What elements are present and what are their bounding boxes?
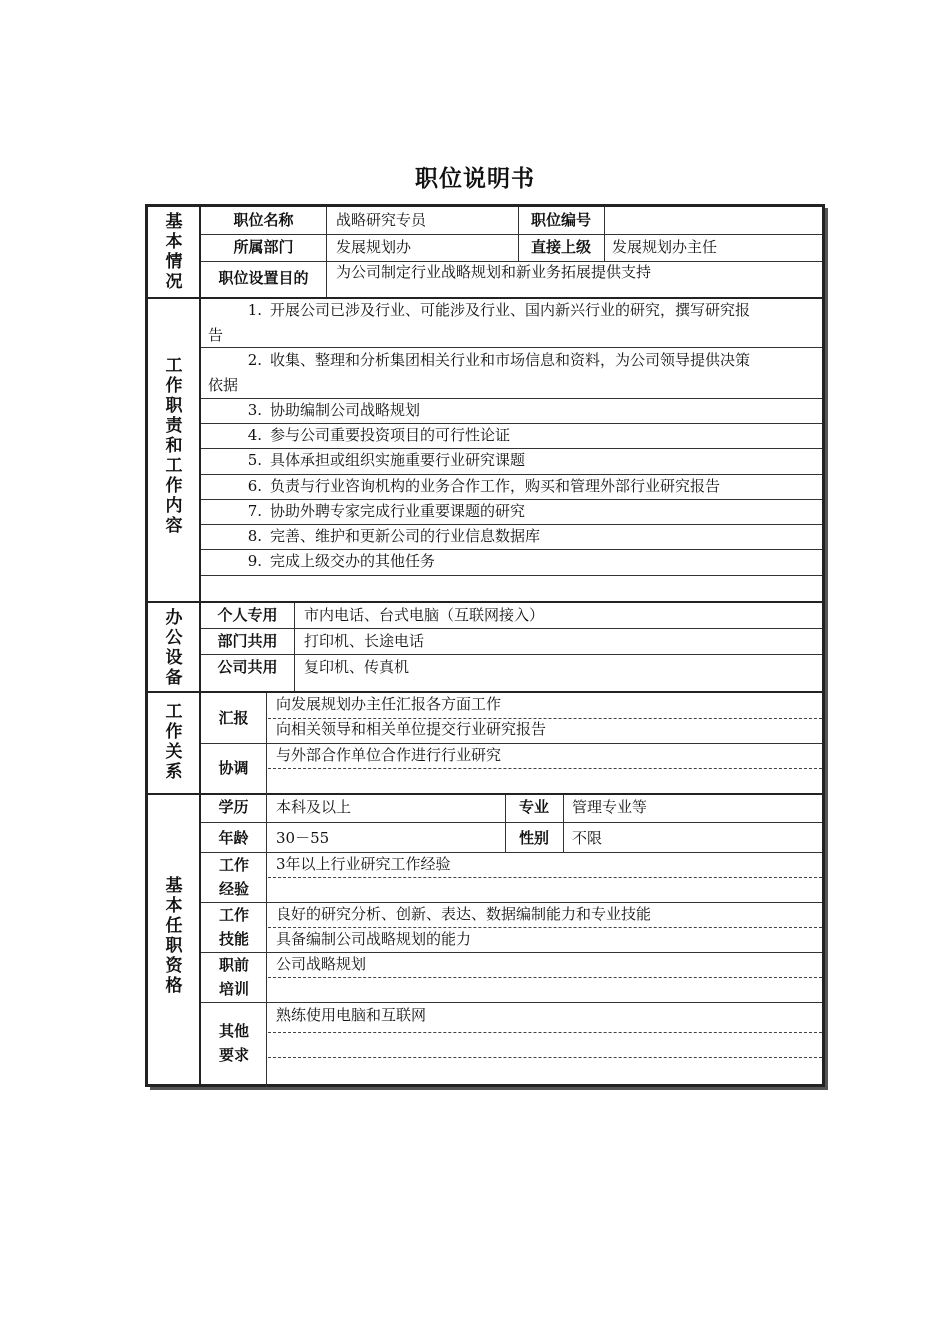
experience-label: 工作经验 [218,856,249,898]
experience-value: 3年以上行业研究工作经验 [276,855,451,873]
section-equipment: 办公设备 [165,608,183,688]
age-value: 30－55 [276,829,330,847]
company-equipment-value: 复印机、传真机 [304,658,410,676]
duty-item [208,423,820,448]
major-label: 专业 [518,798,549,816]
duty-text: 具体承担或组织实施重要行业研究课题 [270,451,526,469]
position-name-value: 战略研究专员 [336,211,427,229]
training-value: 公司战略规划 [276,955,367,973]
duty-number: 4. [247,426,262,444]
row-line [201,628,822,629]
duty-item [208,398,820,423]
col-line [266,693,267,1087]
dashed-line [268,977,822,978]
duty-number: 7. [247,502,262,520]
supervisor-label: 直接上级 [530,238,591,256]
duty-number: 1. [247,301,262,319]
duty-text: 协助编制公司战略规划 [270,401,421,419]
duty-text: 收集、整理和分析集团相关行业和市场信息和资料，为公司领导提供决策 [270,351,751,369]
skills-label: 工作技能 [218,906,249,948]
duty-text: 参与公司重要投资项目的可行性论证 [270,426,511,444]
dept-equipment-label: 部门共用 [217,632,278,650]
section-relations: 工作关系 [165,702,183,782]
report-line-2: 向相关领导和相关单位提交行业研究报告 [276,720,547,738]
section-duties: 工作职责和工作内容 [165,356,183,536]
duty-item [208,348,820,398]
company-equipment-label: 公司共用 [217,658,278,676]
age-label: 年龄 [218,829,249,847]
duty-item [208,298,820,348]
gender-label: 性别 [518,829,549,847]
dashed-line [268,768,822,769]
training-label: 职前培训 [218,956,249,998]
page-title: 职位说明书 [415,166,535,192]
other-requirements-label: 其他要求 [218,1022,249,1064]
department-label: 所属部门 [233,238,294,256]
gender-value: 不限 [572,829,603,847]
education-value: 本科及以上 [276,798,352,816]
purpose-value: 为公司制定行业战略规划和新业务拓展提供支持 [336,263,652,281]
section-qualifications: 基本任职资格 [165,876,183,996]
department-value: 发展规划办 [336,238,412,256]
dashed-line [268,877,822,878]
duty-text: 完成上级交办的其他任务 [270,552,436,570]
row-line [201,575,822,576]
duty-text: 开展公司已涉及行业、可能涉及行业、国内新兴行业的研究，撰写研究报 [270,301,751,319]
duty-text: 负责与行业咨询机构的业务合作工作，购买和管理外部行业研究报告 [270,477,721,495]
duty-item [208,499,820,524]
duty-number: 6. [247,477,262,495]
duty-number: 5. [247,451,262,469]
col-line [294,603,295,691]
dept-equipment-value: 打印机、长途电话 [304,632,425,650]
duty-number: 3. [247,401,262,419]
duty-number: 9. [247,552,262,570]
dashed-line [268,1032,822,1033]
duty-item [208,474,820,499]
personal-equipment-label: 个人专用 [217,606,278,624]
education-label: 学历 [218,798,249,816]
col-line [326,207,327,297]
duty-text-continued: 告 [208,326,224,344]
duty-number: 8. [247,527,262,545]
personal-equipment-value: 市内电话、台式电脑（互联网接入） [304,606,545,624]
position-code-label: 职位编号 [530,211,591,229]
purpose-label: 职位设置目的 [218,269,309,287]
skills-line-1: 良好的研究分析、创新、表达、数据编制能力和专业技能 [276,905,652,923]
supervisor-value: 发展规划办主任 [612,238,718,256]
table-shadow [825,208,828,1090]
row-line [201,822,822,823]
duty-text: 完善、维护和更新公司的行业信息数据库 [270,527,541,545]
table-shadow [150,1087,828,1090]
major-value: 管理专业等 [572,798,648,816]
duty-text-continued: 依据 [208,376,239,394]
row-line [201,654,822,655]
duty-item [208,524,820,549]
report-label: 汇报 [218,709,249,727]
duty-number: 2. [247,351,262,369]
section-basic: 基本情况 [165,212,183,292]
skills-line-2: 具备编制公司战略规划的能力 [276,930,472,948]
col-line [604,207,605,261]
other-requirements-value: 熟练使用电脑和互联网 [276,1006,427,1024]
position-name-label: 职位名称 [233,211,294,229]
duty-item [208,448,820,473]
coordinate-line-1: 与外部合作单位合作进行行业研究 [276,746,502,764]
coordinate-label: 协调 [218,759,249,777]
duty-item [208,549,820,574]
col-line [563,795,564,852]
dashed-line [268,1057,822,1058]
duty-text: 协助外聘专家完成行业重要课题的研究 [270,502,526,520]
report-line-1: 向发展规划办主任汇报各方面工作 [276,695,502,713]
